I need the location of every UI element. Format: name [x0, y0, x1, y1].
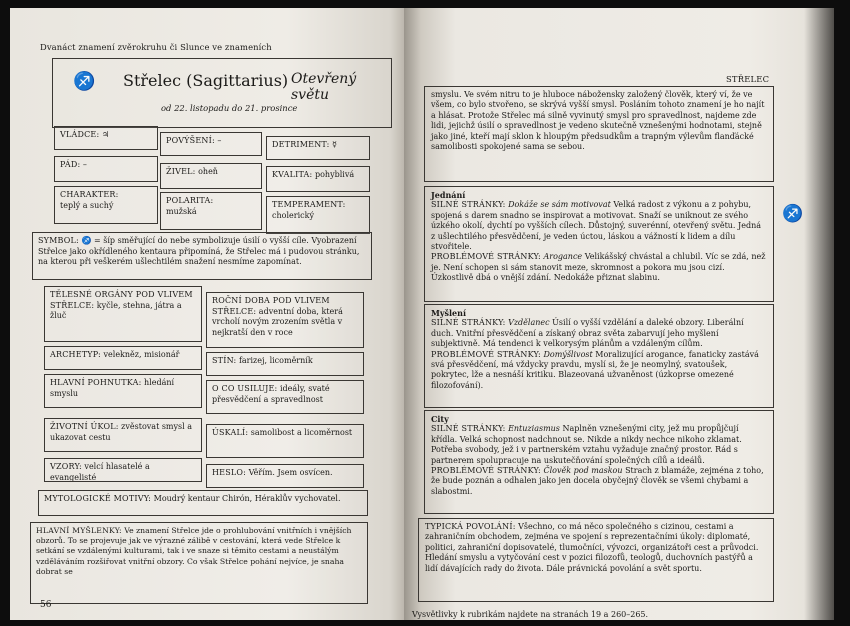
grid-cell: DETRIMENT: ☿: [266, 136, 370, 160]
section-jednani: Jednání SILNÉ STRÁNKY: Dokáže se sám motivovat Velká radost z výkonu a z pohybu, spojená s darem snadno se inspirovat a motivovat. Snaží se uniknout ze svého úzkého okolí, dychtí po vyšších cílech. Důstojný, suverénní, otevřený světu. Jedná z ušlechtilého přesvědčení, je veden úctou, láskou a vážností k lidem a dílu stvořitele. PROBLÉMOVÉ STRÁNKY: Arogance Velikášský chvástal a chlubil. Víc se zdá, než je. Není schopen si sám stanovit meze, skromnost a pokora mu jsou cizí. Úzkostlivě dbá o vnější zdání. Nedokáže přiznat slabinu.: [424, 186, 774, 302]
sign-title: Střelec (Sagittarius): [123, 71, 289, 90]
pair-cell: STÍN: farizej, licoměrník: [206, 352, 364, 376]
section-city: City SILNÉ STRÁNKY: Entuziasmus Naplněn vznešenými city, jež mu propůjčují křídla. Velká schopnost nadchnout se. Nikde a nikdy nechce nikoho zklamat. Potřeba svobody, jež i v partnerském vztahu vyžaduje značný prostor. Rád s partnerem spolupracuje na uskutečňování společných cílů a ideálů. PROBLÉMOVÉ STRÁNKY: Člověk pod maskou Strach z blamáže, zejména z toho, že bude poznán a odhalen jako jen docela obyčejný člověk se všemi chybami a slabostmi.: [424, 410, 774, 514]
section-mysleni: Myšlení SILNÉ STRÁNKY: Vzdělanec Úsilí o vyšší vzdělání a daleké obzory. Liberální duch. Vnitřní přesvědčení a získaný obraz světa zabarvují jeho myšlení subjektivně. Má tendenci k velkorysým plánům a vzdáleným cílům. PROBLÉMOVÉ STRÁNKY: Domýšlivost Moralizující arogance, fanaticky zastává svá přesvědčení, má vždycky pravdu, myslí si, že je neomylný, svatoušek, pokrytec, lže a nesnáší kritiku. Blazeovaná užvaněnost (úzkoprse omezené filozofování).: [424, 304, 774, 408]
main-thoughts-box: HLAVNÍ MYŠLENKY: Ve znamení Střelce jde o prohlubování vnitřních i vnějších obzorů. To se projevuje jak ve výrazné zálibě v cestování, která vede Střelce k setkání se vzdálenými kulturami, tak i ve snaze si těmito cestami a neustálým vzděláváním rozšiřovat vnitřní obzory. Co však Střelce pohání nejvíce, je snaha dobrat se: [30, 522, 368, 604]
running-head-right: STŘELEC: [726, 74, 770, 84]
grid-cell: TEMPERAMENT: cholerický: [266, 196, 370, 234]
pair-cell: HLAVNÍ POHNUTKA: hledání smyslu: [44, 374, 202, 408]
footnote: Vysvětlivky k rubrikám najdete na stranách 19 a 260–265.: [412, 610, 649, 619]
grid-cell: KVALITA: pohyblivá: [266, 166, 370, 192]
occupations-box: TYPICKÁ POVOLÁNÍ: Všechno, co má něco společného s cizinou, cestami a zahraničním obchodem, zejména ve spojení s reprezentačními úkoly: diplomaté, politici, zahraniční dopisovatelé, tlumočníci, vývozci, organizátoři cest a průvodci. Hledání smyslu a vytyčování cest v pozici filozofů, teologů, duchovních pastýřů a lidí dávajících rady do života. Dále právnická povolání a svět sportu.: [418, 518, 774, 602]
running-head-left: Dvanáct znamení zvěrokruhu či Slunce ve znameních: [40, 42, 272, 52]
myth-box: MYTOLOGICKÉ MOTIVY: Moudrý kentaur Chirón, Héraklův vychovatel.: [38, 490, 368, 516]
intro-box: smyslu. Ve svém nitru to je hluboce nábožensky založený člověk, který ví, že ve všem, co bylo stvořeno, se skrývá vyšší smysl. Posláním tohoto znamení je ho najít a hlásat. Protože Střelec má silně vyvinutý smysl pro spravedlnost, najdeme zde lidi, jejichž úsilí o spravedlnost je vedeno skutečně vznešenými hodnotami, stejně jako jiné, kteří mají sklon k hloupým předsudkům a trapným výlevům flanďácké samolibosti spokojené sama se sebou.: [424, 86, 774, 182]
sagittarius-margin-icon: ♐: [782, 204, 804, 224]
right-page: [404, 8, 834, 620]
left-page: [10, 8, 406, 620]
pair-cell: ŽIVOTNÍ ÚKOL: zvěstovat smysl a ukazovat cestu: [44, 418, 202, 452]
sagittarius-icon: ♐: [73, 71, 96, 92]
grid-cell: POVÝŠENÍ: –: [160, 132, 262, 156]
grid-cell: PÁD: –: [54, 156, 158, 182]
title-box: [52, 58, 392, 128]
sign-dates: od 22. listopadu do 21. prosince: [161, 103, 298, 113]
grid-cell: POLARITA: mužská: [160, 192, 262, 230]
pair-cell: TĚLESNÉ ORGÁNY POD VLIVEM STŘELCE: kyčle, stehna, játra a žluč: [44, 286, 202, 342]
pair-cell: HESLO: Věřím. Jsem osvícen.: [206, 464, 364, 488]
pair-cell: O CO USILUJE: ideály, svaté přesvědčení a spravedlnost: [206, 380, 364, 414]
symbol-box: SYMBOL: ♐ = šíp směřující do nebe symbolizuje úsilí o vyšší cíle. Vyobrazení Střelce jako okřídleného kentaura připomíná, že Střelec má i pudovou stránku, na kterou při veškerém ušlechtilém snažení nesmíme zapomínat.: [32, 232, 372, 280]
pair-cell: ÚSKALÍ: samolibost a licoměrnost: [206, 424, 364, 458]
grid-cell: ŽIVEL: oheň: [160, 163, 262, 189]
pair-cell: VZORY: velcí hlasatelé a evangelisté: [44, 458, 202, 482]
pair-cell: ARCHETYP: velekněz, misionář: [44, 346, 202, 370]
sign-subtitle: Otevřený světu: [291, 71, 357, 103]
pair-cell: ROČNÍ DOBA POD VLIVEM STŘELCE: adventní doba, která vrcholí novým zrozením světla v nejkratší den v roce: [206, 292, 364, 348]
grid-cell: VLÁDCE: ♃: [54, 126, 158, 150]
page-number: 56: [40, 600, 52, 610]
grid-cell: CHARAKTER: teplý a suchý: [54, 186, 158, 224]
